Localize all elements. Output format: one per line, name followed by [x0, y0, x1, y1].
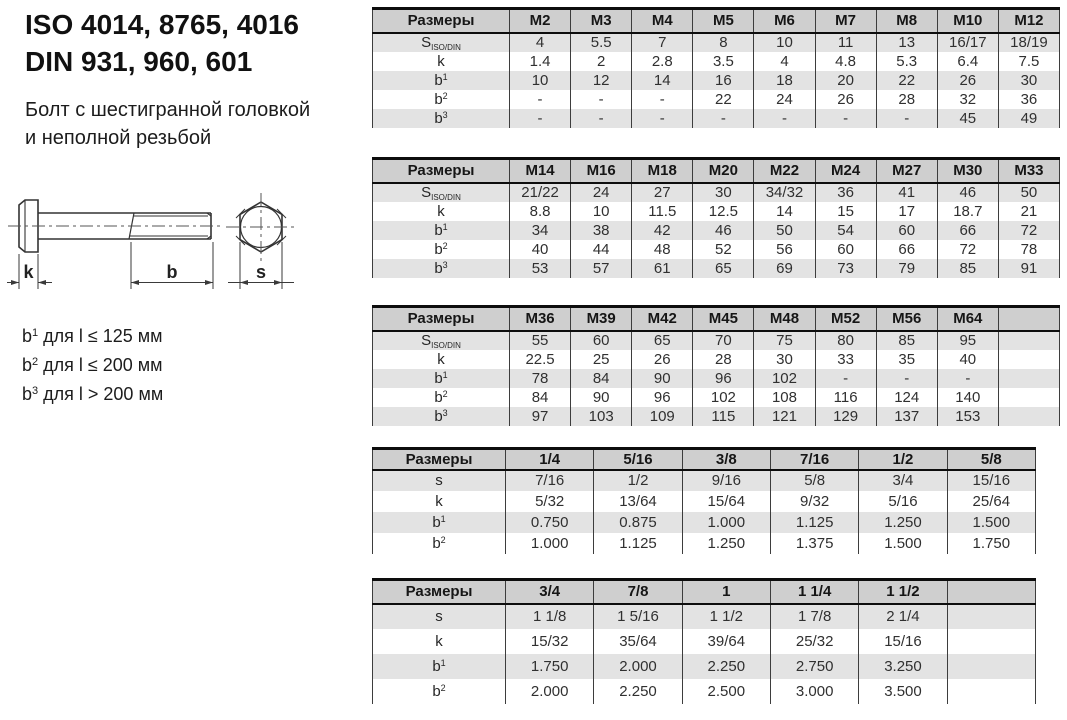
value-cell: 18.7	[937, 202, 998, 221]
row-label: $b^2$	[432, 534, 446, 552]
empty-cell	[998, 388, 1059, 407]
empty-header-cell	[947, 580, 1035, 604]
value-cell: 12	[571, 71, 632, 90]
value-cell: 1 7/8	[770, 604, 858, 629]
value-cell: 7.5	[998, 52, 1059, 71]
value-cell: 15	[815, 202, 876, 221]
value-cell: 95	[937, 331, 998, 350]
row-label: $b^3$	[373, 407, 510, 426]
footnotes	[22, 320, 163, 407]
value-cell: 18	[754, 71, 815, 90]
value-cell: 46	[937, 183, 998, 202]
value-cell: 49	[998, 109, 1059, 128]
value-cell: 124	[876, 388, 937, 407]
value-cell: 69	[754, 259, 815, 278]
value-cell: 45	[937, 109, 998, 128]
table-row	[373, 331, 1060, 350]
table-row	[373, 407, 1060, 426]
table-row	[373, 491, 1036, 512]
value-cell: 4	[510, 33, 571, 52]
row-label: $b^1$	[373, 71, 510, 90]
value-cell: 3.500	[859, 679, 947, 704]
value-cell: 1.250	[682, 533, 770, 554]
metric-table-m36-m64	[372, 305, 1060, 426]
table-row	[373, 221, 1060, 240]
value-cell: 16/17	[937, 33, 998, 52]
row-label: k	[437, 202, 445, 220]
sizes-corner-header: Размеры	[373, 580, 506, 604]
value-cell: 137	[876, 407, 937, 426]
value-cell: 30	[693, 183, 754, 202]
value-cell: 4	[754, 52, 815, 71]
value-cell: 1.4	[510, 52, 571, 71]
size-column-header: 5/16	[594, 449, 682, 470]
size-column-header: M22	[754, 159, 815, 183]
value-cell: 24	[754, 90, 815, 109]
size-column-header: M20	[693, 159, 754, 183]
value-cell: 22	[693, 90, 754, 109]
value-cell: 96	[693, 369, 754, 388]
title-block	[25, 6, 310, 152]
value-cell: 78	[510, 369, 571, 388]
row-label: $b^2$	[432, 682, 446, 700]
size-column-header: M48	[754, 307, 815, 331]
standard-din-title: DIN 931, 960, 601	[25, 46, 253, 77]
table-row	[373, 259, 1060, 278]
value-cell: 1.250	[859, 512, 947, 533]
header-row	[373, 580, 1036, 604]
size-column-header: M14	[510, 159, 571, 183]
value-cell: 0.750	[506, 512, 594, 533]
value-cell: 11.5	[632, 202, 693, 221]
value-cell: 22	[876, 71, 937, 90]
value-cell: 3.000	[770, 679, 858, 704]
value-cell: 21	[998, 202, 1059, 221]
value-cell: -	[693, 109, 754, 128]
empty-cell	[998, 331, 1059, 350]
value-cell: -	[571, 109, 632, 128]
table-row	[373, 52, 1060, 71]
metric-table-m2-m12	[372, 7, 1060, 128]
value-cell: 10	[571, 202, 632, 221]
description-line-1: Болт с шестигранной головкой	[25, 99, 311, 121]
value-cell: 2.000	[506, 679, 594, 704]
value-cell: 12.5	[693, 202, 754, 221]
value-cell: 16	[693, 71, 754, 90]
row-label: k	[437, 52, 445, 70]
value-cell: 36	[998, 90, 1059, 109]
value-cell: -	[754, 109, 815, 128]
row-label: $b^2$	[434, 90, 448, 108]
imperial-table-threequarter-to-oneandhalf	[372, 578, 1036, 704]
value-cell: 38	[571, 221, 632, 240]
value-cell: -	[632, 109, 693, 128]
value-cell: 22.5	[510, 350, 571, 369]
value-cell: 5/32	[506, 491, 594, 512]
value-cell: 2 1/4	[859, 604, 947, 629]
value-cell: 73	[815, 259, 876, 278]
value-cell: 15/16	[947, 470, 1035, 491]
value-cell: 15/16	[859, 629, 947, 654]
value-cell: 1.000	[682, 512, 770, 533]
value-cell: 14	[632, 71, 693, 90]
size-column-header: M27	[876, 159, 937, 183]
size-column-header: M3	[571, 9, 632, 33]
size-column-header: 1/4	[506, 449, 594, 470]
value-cell: 26	[815, 90, 876, 109]
size-column-header: M16	[571, 159, 632, 183]
value-cell: 79	[876, 259, 937, 278]
value-cell: 28	[693, 350, 754, 369]
center-lines	[8, 193, 296, 261]
value-cell: 35	[876, 350, 937, 369]
value-cell: -	[815, 369, 876, 388]
size-column-header: M45	[693, 307, 754, 331]
size-column-header: M24	[815, 159, 876, 183]
row-label: $b^3$	[373, 259, 510, 278]
value-cell: 1.500	[859, 533, 947, 554]
value-cell: 11	[815, 33, 876, 52]
value-cell: 8	[693, 33, 754, 52]
value-cell: -	[937, 369, 998, 388]
value-cell: 2.8	[632, 52, 693, 71]
size-column-header: M52	[815, 307, 876, 331]
row-label: $b^1$	[373, 654, 506, 679]
value-cell: 33	[815, 350, 876, 369]
value-cell: 6.4	[937, 52, 998, 71]
product-description	[25, 96, 310, 152]
value-cell: 78	[998, 240, 1059, 259]
value-cell: 0.875	[594, 512, 682, 533]
sizes-corner-header: Размеры	[373, 307, 510, 331]
table-row	[373, 388, 1060, 407]
size-column-header: M39	[571, 307, 632, 331]
value-cell: 1.750	[947, 533, 1035, 554]
value-cell: 129	[815, 407, 876, 426]
value-cell: -	[510, 109, 571, 128]
value-cell: 65	[632, 331, 693, 350]
size-column-header: M42	[632, 307, 693, 331]
value-cell: 1/2	[594, 470, 682, 491]
value-cell: 84	[571, 369, 632, 388]
value-cell: 24	[571, 183, 632, 202]
value-cell: 39/64	[682, 629, 770, 654]
row-label: k	[435, 632, 443, 650]
value-cell: 42	[632, 221, 693, 240]
row-label: k	[435, 492, 443, 510]
sizes-corner-header: Размеры	[373, 449, 506, 470]
value-cell: 26	[937, 71, 998, 90]
size-column-header: 1	[682, 580, 770, 604]
value-cell: 30	[998, 71, 1059, 90]
value-cell: 15/64	[682, 491, 770, 512]
table-row	[373, 470, 1036, 491]
value-cell: 20	[815, 71, 876, 90]
table-row	[373, 369, 1060, 388]
row-label: $S_{ISO/DIN}$	[373, 33, 510, 52]
value-cell: 3/4	[859, 470, 947, 491]
size-column-header: M33	[998, 159, 1059, 183]
value-cell: -	[632, 90, 693, 109]
value-cell: 72	[937, 240, 998, 259]
value-cell: 60	[815, 240, 876, 259]
value-cell: 85	[876, 331, 937, 350]
table-row	[373, 71, 1060, 90]
dimension-label-b: b	[166, 262, 178, 282]
table-row	[373, 350, 1060, 369]
description-line-2: и неполной резьбой	[25, 127, 212, 149]
value-cell: 25/32	[770, 629, 858, 654]
row-label: $b^1$	[373, 369, 510, 388]
standard-iso-title: ISO 4014, 8765, 4016	[25, 9, 299, 40]
value-cell: 66	[876, 240, 937, 259]
value-cell: 17	[876, 202, 937, 221]
empty-cell	[998, 369, 1059, 388]
size-column-header: M56	[876, 307, 937, 331]
value-cell: 40	[937, 350, 998, 369]
value-cell: 44	[571, 240, 632, 259]
value-cell: 56	[754, 240, 815, 259]
value-cell: 40	[510, 240, 571, 259]
bolt-technical-drawing	[0, 185, 330, 320]
value-cell: -	[571, 90, 632, 109]
header-row	[373, 9, 1060, 33]
empty-header-cell	[998, 307, 1059, 331]
size-column-header: M12	[998, 9, 1059, 33]
size-column-header: 1 1/4	[770, 580, 858, 604]
size-column-header: 3/8	[682, 449, 770, 470]
value-cell: 13	[876, 33, 937, 52]
dimension-label-k: k	[23, 262, 34, 282]
value-cell: 5.5	[571, 33, 632, 52]
imperial-table-quarter-to-fiveeighths	[372, 447, 1036, 554]
value-cell: 9/16	[682, 470, 770, 491]
table-row	[373, 202, 1060, 221]
value-cell: 60	[876, 221, 937, 240]
value-cell: 36	[815, 183, 876, 202]
value-cell: 14	[754, 202, 815, 221]
value-cell: 96	[632, 388, 693, 407]
size-column-header: M30	[937, 159, 998, 183]
empty-cell	[998, 407, 1059, 426]
value-cell: 90	[632, 369, 693, 388]
value-cell: 2.500	[682, 679, 770, 704]
value-cell: 85	[937, 259, 998, 278]
value-cell: -	[876, 109, 937, 128]
value-cell: 1.500	[947, 512, 1035, 533]
value-cell: 3.5	[693, 52, 754, 71]
size-column-header: M6	[754, 9, 815, 33]
value-cell: 97	[510, 407, 571, 426]
size-column-header: M10	[937, 9, 998, 33]
size-column-header: M36	[510, 307, 571, 331]
size-column-header: 5/8	[947, 449, 1035, 470]
value-cell: 153	[937, 407, 998, 426]
size-column-header: 1 1/2	[859, 580, 947, 604]
value-cell: 1 5/16	[594, 604, 682, 629]
header-row	[373, 449, 1036, 470]
table-row	[373, 33, 1060, 52]
size-column-header: M7	[815, 9, 876, 33]
sizes-corner-header: Размеры	[373, 159, 510, 183]
value-cell: 10	[510, 71, 571, 90]
row-label: $b^1$	[373, 221, 510, 240]
value-cell: 60	[571, 331, 632, 350]
size-column-header: M2	[510, 9, 571, 33]
value-cell: 34	[510, 221, 571, 240]
table-row	[373, 679, 1036, 704]
size-column-header: M18	[632, 159, 693, 183]
value-cell: 57	[571, 259, 632, 278]
value-cell: 25/64	[947, 491, 1035, 512]
row-label: $b^2$	[434, 240, 448, 258]
value-cell: 7	[632, 33, 693, 52]
empty-cell	[947, 679, 1035, 704]
value-cell: 25	[571, 350, 632, 369]
row-label: $b^1$	[373, 512, 506, 533]
value-cell: 7/16	[506, 470, 594, 491]
value-cell: 9/32	[770, 491, 858, 512]
value-cell: 91	[998, 259, 1059, 278]
value-cell: 8.8	[510, 202, 571, 221]
value-cell: 46	[693, 221, 754, 240]
row-label: $S_{ISO/DIN}$	[373, 183, 510, 202]
size-column-header: M4	[632, 9, 693, 33]
row-label: s	[373, 470, 506, 491]
table-row	[373, 183, 1060, 202]
header-row	[373, 307, 1060, 331]
value-cell: 1 1/8	[506, 604, 594, 629]
table-row	[373, 512, 1036, 533]
value-cell: 53	[510, 259, 571, 278]
value-cell: 72	[998, 221, 1059, 240]
value-cell: 15/32	[506, 629, 594, 654]
value-cell: 80	[815, 331, 876, 350]
size-column-header: M64	[937, 307, 998, 331]
value-cell: 4.8	[815, 52, 876, 71]
value-cell: 1.125	[594, 533, 682, 554]
value-cell: 2.250	[682, 654, 770, 679]
value-cell: 1.375	[770, 533, 858, 554]
value-cell: -	[815, 109, 876, 128]
row-label: s	[373, 604, 506, 629]
dimension-label-s: s	[255, 262, 267, 282]
value-cell: 48	[632, 240, 693, 259]
size-column-header: M5	[693, 9, 754, 33]
row-label: k	[437, 350, 445, 368]
value-cell: 2.250	[594, 679, 682, 704]
value-cell: 102	[693, 388, 754, 407]
table-row	[373, 533, 1036, 554]
empty-cell	[998, 350, 1059, 369]
value-cell: 116	[815, 388, 876, 407]
value-cell: 1.750	[506, 654, 594, 679]
value-cell: 2.750	[770, 654, 858, 679]
value-cell: 75	[754, 331, 815, 350]
value-cell: 84	[510, 388, 571, 407]
value-cell: 26	[632, 350, 693, 369]
value-cell: 66	[937, 221, 998, 240]
value-cell: 18/19	[998, 33, 1059, 52]
table-row	[373, 240, 1060, 259]
row-label: $S_{ISO/DIN}$	[373, 331, 510, 350]
row-label: $b^3$	[373, 109, 510, 128]
size-column-header: 3/4	[506, 580, 594, 604]
table-row	[373, 604, 1036, 629]
value-cell: 140	[937, 388, 998, 407]
value-cell: 102	[754, 369, 815, 388]
size-column-header: M8	[876, 9, 937, 33]
value-cell: 70	[693, 331, 754, 350]
size-column-header: 7/16	[770, 449, 858, 470]
row-label: $b^2$	[434, 388, 448, 406]
value-cell: 41	[876, 183, 937, 202]
value-cell: 30	[754, 350, 815, 369]
value-cell: 61	[632, 259, 693, 278]
value-cell: 27	[632, 183, 693, 202]
value-cell: 108	[754, 388, 815, 407]
footnote-b3: $b^3$ для l > 200 мм	[22, 384, 164, 404]
table-row	[373, 629, 1036, 654]
value-cell: 5/8	[770, 470, 858, 491]
empty-cell	[947, 604, 1035, 629]
size-column-header: 1/2	[859, 449, 947, 470]
value-cell: 5/16	[859, 491, 947, 512]
value-cell: 103	[571, 407, 632, 426]
value-cell: 2	[571, 52, 632, 71]
value-cell: -	[510, 90, 571, 109]
value-cell: 21/22	[510, 183, 571, 202]
value-cell: 35/64	[594, 629, 682, 654]
value-cell: 1.125	[770, 512, 858, 533]
value-cell: 28	[876, 90, 937, 109]
value-cell: 90	[571, 388, 632, 407]
value-cell: 50	[754, 221, 815, 240]
value-cell: 52	[693, 240, 754, 259]
value-cell: 50	[998, 183, 1059, 202]
header-row	[373, 159, 1060, 183]
table-row	[373, 654, 1036, 679]
empty-cell	[947, 654, 1035, 679]
footnote-b1: $b^1$ для l ≤ 125 мм	[22, 326, 163, 346]
value-cell: -	[876, 369, 937, 388]
value-cell: 2.000	[594, 654, 682, 679]
value-cell: 13/64	[594, 491, 682, 512]
metric-table-m14-m33	[372, 157, 1060, 278]
value-cell: 1 1/2	[682, 604, 770, 629]
value-cell: 115	[693, 407, 754, 426]
value-cell: 109	[632, 407, 693, 426]
sizes-corner-header: Размеры	[373, 9, 510, 33]
value-cell: 34/32	[754, 183, 815, 202]
value-cell: 1.000	[506, 533, 594, 554]
value-cell: 10	[754, 33, 815, 52]
table-row	[373, 109, 1060, 128]
size-column-header: 7/8	[594, 580, 682, 604]
value-cell: 32	[937, 90, 998, 109]
value-cell: 121	[754, 407, 815, 426]
value-cell: 5.3	[876, 52, 937, 71]
table-row	[373, 90, 1060, 109]
empty-cell	[947, 629, 1035, 654]
footnote-b2: $b^2$ для l ≤ 200 мм	[22, 355, 163, 375]
value-cell: 54	[815, 221, 876, 240]
value-cell: 65	[693, 259, 754, 278]
value-cell: 55	[510, 331, 571, 350]
value-cell: 3.250	[859, 654, 947, 679]
